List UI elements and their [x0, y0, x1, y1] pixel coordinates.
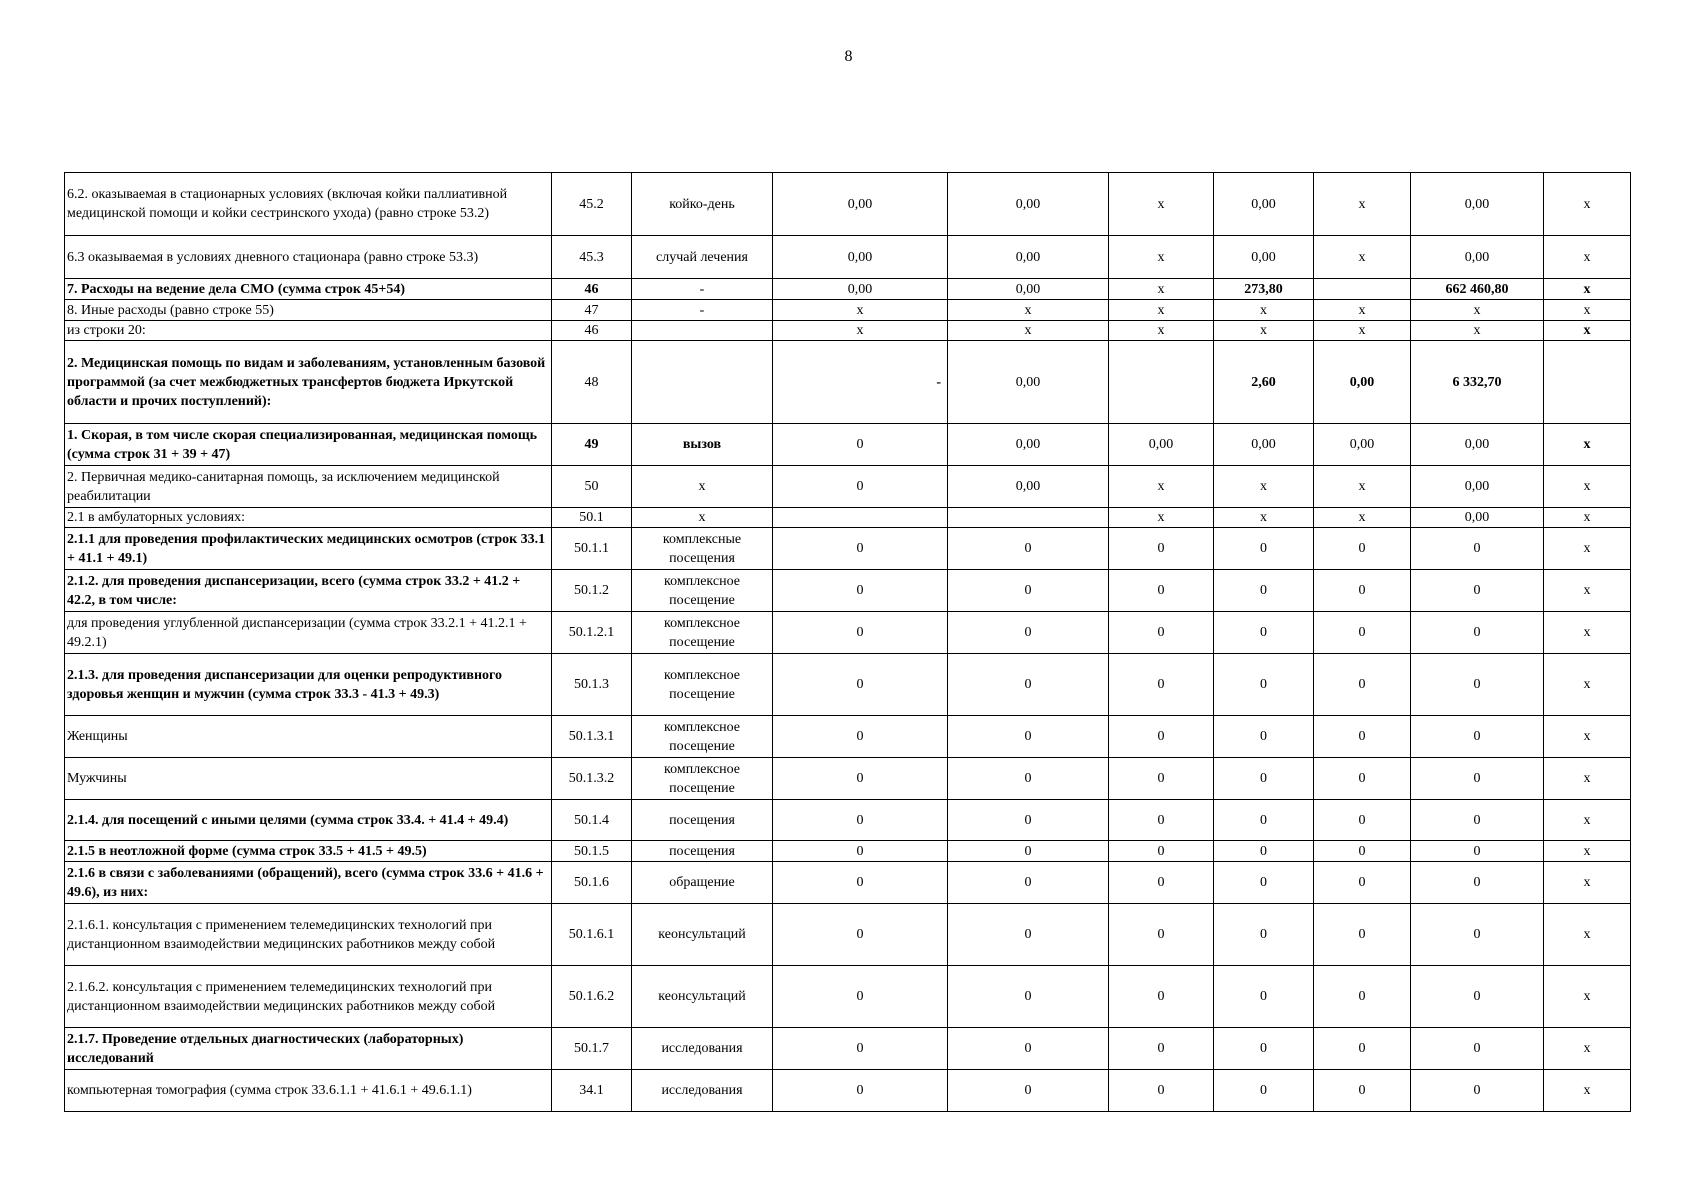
cell-c3: 0,00 — [1109, 424, 1214, 466]
cell-c1: 0 — [773, 841, 948, 862]
cell-c1: 0 — [773, 862, 948, 904]
cell-c5: 0,00 — [1314, 424, 1411, 466]
cell-c7: x — [1544, 612, 1631, 654]
cell-c4: 0,00 — [1214, 424, 1314, 466]
cell-c5: 0 — [1314, 716, 1411, 758]
row-name: 7. Расходы на ведение дела СМО (сумма строк 45+54) — [65, 279, 552, 300]
row-name: 2.1.7. Проведение отдельных диагностических (лабораторных) исследований — [65, 1028, 552, 1070]
cell-c5: 0 — [1314, 862, 1411, 904]
cell-c4: 0 — [1214, 904, 1314, 966]
row-name: 6.2. оказываемая в стационарных условиях (включая койки паллиативной медицинской помощи и койки сестринского ухода) (равно строке 53.2) — [65, 173, 552, 236]
data-table — [64, 172, 1631, 1112]
table-row — [65, 862, 1631, 904]
row-code: 50.1 — [552, 508, 632, 528]
cell-c4: 2,60 — [1214, 341, 1314, 424]
row-code: 50.1.6 — [552, 862, 632, 904]
cell-c7: x — [1544, 904, 1631, 966]
cell-c7 — [1544, 341, 1631, 424]
cell-c3: x — [1109, 466, 1214, 508]
cell-c7: x — [1544, 800, 1631, 841]
cell-c1: 0 — [773, 966, 948, 1028]
cell-c7: x — [1544, 966, 1631, 1028]
cell-c3: 0 — [1109, 1070, 1214, 1112]
cell-c4: 0,00 — [1214, 173, 1314, 236]
row-code: 46 — [552, 279, 632, 300]
cell-c3: 0 — [1109, 1028, 1214, 1070]
cell-c4: 0 — [1214, 654, 1314, 716]
cell-c3: x — [1109, 173, 1214, 236]
cell-c4: 0 — [1214, 570, 1314, 612]
row-unit: исследования — [632, 1070, 773, 1112]
row-unit: койко-день — [632, 173, 773, 236]
table-row — [65, 966, 1631, 1028]
row-code: 50.1.6.1 — [552, 904, 632, 966]
table-row — [65, 570, 1631, 612]
table-row — [65, 321, 1631, 341]
cell-c2: 0,00 — [948, 279, 1109, 300]
table-row — [65, 528, 1631, 570]
row-name: компьютерная томография (сумма строк 33.6.1.1 + 41.6.1 + 49.6.1.1) — [65, 1070, 552, 1112]
cell-c6: 0 — [1411, 716, 1544, 758]
table-row — [65, 508, 1631, 528]
row-name: Женщины — [65, 716, 552, 758]
table-row — [65, 612, 1631, 654]
cell-c1: 0 — [773, 612, 948, 654]
cell-c6: 0 — [1411, 612, 1544, 654]
cell-c4: 273,80 — [1214, 279, 1314, 300]
cell-c7: x — [1544, 424, 1631, 466]
row-code: 46 — [552, 321, 632, 341]
cell-c2: 0 — [948, 1028, 1109, 1070]
row-name: 2.1.1 для проведения профилактических медицинских осмотров (строк 33.1 + 41.1 + 49.1) — [65, 528, 552, 570]
cell-c6: 0,00 — [1411, 466, 1544, 508]
cell-c4: 0 — [1214, 612, 1314, 654]
cell-c1: 0 — [773, 758, 948, 800]
cell-c6: 0 — [1411, 1070, 1544, 1112]
row-name: 2.1.4. для посещений с иными целями (сумма строк 33.4. + 41.4 + 49.4) — [65, 800, 552, 841]
row-name: 8. Иные расходы (равно строке 55) — [65, 300, 552, 321]
cell-c4: 0 — [1214, 528, 1314, 570]
row-unit — [632, 341, 773, 424]
cell-c6: 0,00 — [1411, 173, 1544, 236]
cell-c1: 0 — [773, 1070, 948, 1112]
cell-c6: 0,00 — [1411, 236, 1544, 279]
row-name: 2. Медицинская помощь по видам и заболеваниям, установленным базовой программой (за счет межбюджетных трансфертов бюджета Иркутской области и прочих поступлений): — [65, 341, 552, 424]
table-row — [65, 1028, 1631, 1070]
row-unit: x — [632, 466, 773, 508]
cell-c7: x — [1544, 173, 1631, 236]
row-code: 50.1.2 — [552, 570, 632, 612]
row-code: 50.1.3 — [552, 654, 632, 716]
cell-c2: 0 — [948, 716, 1109, 758]
table-row — [65, 279, 1631, 300]
cell-c6: 0 — [1411, 1028, 1544, 1070]
row-unit: комплексные посещения — [632, 528, 773, 570]
cell-c5: 0 — [1314, 1028, 1411, 1070]
table-row — [65, 800, 1631, 841]
row-name: 2. Первичная медико-санитарная помощь, за исключением медицинской реабилитации — [65, 466, 552, 508]
cell-c3: 0 — [1109, 904, 1214, 966]
cell-c6: 0 — [1411, 904, 1544, 966]
cell-c2: 0 — [948, 612, 1109, 654]
row-name: 2.1.2. для проведения диспансеризации, всего (сумма строк 33.2 + 41.2 + 42.2, в том числе: — [65, 570, 552, 612]
cell-c3: x — [1109, 300, 1214, 321]
cell-c5: 0 — [1314, 612, 1411, 654]
cell-c5: x — [1314, 173, 1411, 236]
row-unit: - — [632, 300, 773, 321]
cell-c4: x — [1214, 508, 1314, 528]
cell-c7: x — [1544, 300, 1631, 321]
cell-c5: 0 — [1314, 528, 1411, 570]
cell-c3: 0 — [1109, 966, 1214, 1028]
cell-c4: 0 — [1214, 758, 1314, 800]
table-row — [65, 716, 1631, 758]
cell-c3: 0 — [1109, 758, 1214, 800]
cell-c3: 0 — [1109, 841, 1214, 862]
cell-c2: 0,00 — [948, 341, 1109, 424]
cell-c1: 0 — [773, 1028, 948, 1070]
row-name: 1. Скорая, в том числе скорая специализированная, медицинская помощь (сумма строк 31 + 39 + 47) — [65, 424, 552, 466]
row-unit: комплексное посещение — [632, 758, 773, 800]
row-code: 50.1.5 — [552, 841, 632, 862]
cell-c3: x — [1109, 508, 1214, 528]
row-name: Мужчины — [65, 758, 552, 800]
cell-c6: 662 460,80 — [1411, 279, 1544, 300]
row-name: 2.1.5 в неотложной форме (сумма строк 33.5 + 41.5 + 49.5) — [65, 841, 552, 862]
row-unit: кеонсультаций — [632, 966, 773, 1028]
row-code: 50.1.3.2 — [552, 758, 632, 800]
row-code: 50.1.6.2 — [552, 966, 632, 1028]
cell-c3: x — [1109, 236, 1214, 279]
cell-c4: x — [1214, 300, 1314, 321]
cell-c2: 0 — [948, 528, 1109, 570]
row-code: 50 — [552, 466, 632, 508]
cell-c3: x — [1109, 321, 1214, 341]
cell-c5: x — [1314, 508, 1411, 528]
table-row — [65, 341, 1631, 424]
cell-c3: 0 — [1109, 716, 1214, 758]
cell-c7: x — [1544, 1028, 1631, 1070]
table-row — [65, 466, 1631, 508]
row-code: 50.1.7 — [552, 1028, 632, 1070]
cell-c6: 0 — [1411, 654, 1544, 716]
cell-c5: 0 — [1314, 1070, 1411, 1112]
row-name: 2.1.6 в связи с заболеваниями (обращений), всего (сумма строк 33.6 + 41.6 + 49.6), из них: — [65, 862, 552, 904]
row-code: 47 — [552, 300, 632, 321]
cell-c7: x — [1544, 466, 1631, 508]
cell-c5: x — [1314, 466, 1411, 508]
row-code: 50.1.3.1 — [552, 716, 632, 758]
cell-c7: x — [1544, 528, 1631, 570]
cell-c6: 6 332,70 — [1411, 341, 1544, 424]
cell-c2: 0,00 — [948, 424, 1109, 466]
cell-c5: 0 — [1314, 966, 1411, 1028]
cell-c1: x — [773, 300, 948, 321]
cell-c6: x — [1411, 321, 1544, 341]
cell-c5: 0 — [1314, 758, 1411, 800]
cell-c1: 0,00 — [773, 279, 948, 300]
cell-c4: 0 — [1214, 966, 1314, 1028]
row-code: 49 — [552, 424, 632, 466]
row-unit: посещения — [632, 841, 773, 862]
cell-c2: x — [948, 300, 1109, 321]
row-unit: случай лечения — [632, 236, 773, 279]
cell-c2: 0,00 — [948, 173, 1109, 236]
cell-c1: 0 — [773, 424, 948, 466]
row-unit: x — [632, 508, 773, 528]
cell-c7: x — [1544, 236, 1631, 279]
row-unit: комплексное посещение — [632, 654, 773, 716]
row-unit: посещения — [632, 800, 773, 841]
cell-c3: 0 — [1109, 570, 1214, 612]
cell-c2: x — [948, 321, 1109, 341]
cell-c7: x — [1544, 841, 1631, 862]
cell-c2: 0 — [948, 800, 1109, 841]
cell-c2: 0 — [948, 758, 1109, 800]
table-row — [65, 758, 1631, 800]
row-unit: - — [632, 279, 773, 300]
table-row — [65, 236, 1631, 279]
cell-c4: 0 — [1214, 841, 1314, 862]
cell-c7: x — [1544, 862, 1631, 904]
cell-c3: 0 — [1109, 654, 1214, 716]
row-code: 45.3 — [552, 236, 632, 279]
table-row — [65, 904, 1631, 966]
cell-c2 — [948, 508, 1109, 528]
table-row — [65, 841, 1631, 862]
cell-c5: 0,00 — [1314, 341, 1411, 424]
row-code: 50.1.2.1 — [552, 612, 632, 654]
cell-c5: x — [1314, 321, 1411, 341]
cell-c2: 0 — [948, 862, 1109, 904]
cell-c7: x — [1544, 654, 1631, 716]
cell-c5: 0 — [1314, 654, 1411, 716]
cell-c7: x — [1544, 570, 1631, 612]
cell-c4: x — [1214, 466, 1314, 508]
cell-c5: 0 — [1314, 904, 1411, 966]
cell-c5: 0 — [1314, 570, 1411, 612]
page-number: 8 — [844, 48, 853, 65]
row-name: 2.1.6.1. консультация с применением телемедицинских технологий при дистанционном взаимодействии медицинских работников между собой — [65, 904, 552, 966]
cell-c4: x — [1214, 321, 1314, 341]
cell-c1: - — [773, 341, 948, 424]
cell-c3 — [1109, 341, 1214, 424]
cell-c2: 0 — [948, 1070, 1109, 1112]
row-code: 34.1 — [552, 1070, 632, 1112]
row-code: 48 — [552, 341, 632, 424]
cell-c5 — [1314, 279, 1411, 300]
cell-c7: x — [1544, 279, 1631, 300]
cell-c4: 0,00 — [1214, 236, 1314, 279]
cell-c1: 0 — [773, 528, 948, 570]
cell-c6: 0,00 — [1411, 508, 1544, 528]
cell-c1: 0 — [773, 800, 948, 841]
row-name: 2.1 в амбулаторных условиях: — [65, 508, 552, 528]
cell-c3: x — [1109, 279, 1214, 300]
cell-c6: 0 — [1411, 800, 1544, 841]
table-row — [65, 300, 1631, 321]
table-row — [65, 424, 1631, 466]
cell-c5: 0 — [1314, 841, 1411, 862]
cell-c6: 0 — [1411, 841, 1544, 862]
cell-c4: 0 — [1214, 1028, 1314, 1070]
row-unit: комплексное посещение — [632, 716, 773, 758]
row-name: 2.1.3. для проведения диспансеризации для оценки репродуктивного здоровья женщин и мужчин (сумма строк 33.3 - 41.3 + 49.3) — [65, 654, 552, 716]
cell-c7: x — [1544, 1070, 1631, 1112]
cell-c2: 0 — [948, 841, 1109, 862]
cell-c3: 0 — [1109, 612, 1214, 654]
cell-c6: 0 — [1411, 570, 1544, 612]
cell-c2: 0,00 — [948, 466, 1109, 508]
row-unit: обращение — [632, 862, 773, 904]
cell-c2: 0 — [948, 570, 1109, 612]
row-code: 50.1.1 — [552, 528, 632, 570]
row-name: 2.1.6.2. консультация с применением телемедицинских технологий при дистанционном взаимодействии медицинских работников между собой — [65, 966, 552, 1028]
cell-c4: 0 — [1214, 800, 1314, 841]
cell-c3: 0 — [1109, 800, 1214, 841]
row-unit: комплексное посещение — [632, 612, 773, 654]
cell-c1: 0,00 — [773, 173, 948, 236]
cell-c7: x — [1544, 758, 1631, 800]
cell-c6: 0,00 — [1411, 424, 1544, 466]
row-unit: исследования — [632, 1028, 773, 1070]
cell-c7: x — [1544, 508, 1631, 528]
cell-c4: 0 — [1214, 862, 1314, 904]
cell-c1: 0 — [773, 466, 948, 508]
row-unit: комплексное посещение — [632, 570, 773, 612]
cell-c1: 0 — [773, 654, 948, 716]
cell-c2: 0,00 — [948, 236, 1109, 279]
cell-c5: x — [1314, 236, 1411, 279]
cell-c2: 0 — [948, 966, 1109, 1028]
cell-c2: 0 — [948, 904, 1109, 966]
row-unit — [632, 321, 773, 341]
table-row — [65, 173, 1631, 236]
cell-c1: 0 — [773, 904, 948, 966]
cell-c7: x — [1544, 321, 1631, 341]
cell-c6: 0 — [1411, 862, 1544, 904]
row-unit: вызов — [632, 424, 773, 466]
row-code: 45.2 — [552, 173, 632, 236]
cell-c7: x — [1544, 716, 1631, 758]
cell-c6: 0 — [1411, 528, 1544, 570]
cell-c1: x — [773, 321, 948, 341]
row-code: 50.1.4 — [552, 800, 632, 841]
cell-c3: 0 — [1109, 862, 1214, 904]
cell-c6: x — [1411, 300, 1544, 321]
table-row — [65, 654, 1631, 716]
table-row — [65, 1070, 1631, 1112]
cell-c4: 0 — [1214, 1070, 1314, 1112]
cell-c1: 0 — [773, 570, 948, 612]
cell-c2: 0 — [948, 654, 1109, 716]
cell-c1: 0 — [773, 716, 948, 758]
cell-c6: 0 — [1411, 758, 1544, 800]
cell-c6: 0 — [1411, 966, 1544, 1028]
row-unit: кеонсультаций — [632, 904, 773, 966]
cell-c5: 0 — [1314, 800, 1411, 841]
cell-c1 — [773, 508, 948, 528]
row-name: 6.3 оказываемая в условиях дневного стационара (равно строке 53.3) — [65, 236, 552, 279]
row-name: из строки 20: — [65, 321, 552, 341]
row-name: для проведения углубленной диспансеризации (сумма строк 33.2.1 + 41.2.1 + 49.2.1) — [65, 612, 552, 654]
cell-c1: 0,00 — [773, 236, 948, 279]
cell-c5: x — [1314, 300, 1411, 321]
cell-c3: 0 — [1109, 528, 1214, 570]
cell-c4: 0 — [1214, 716, 1314, 758]
